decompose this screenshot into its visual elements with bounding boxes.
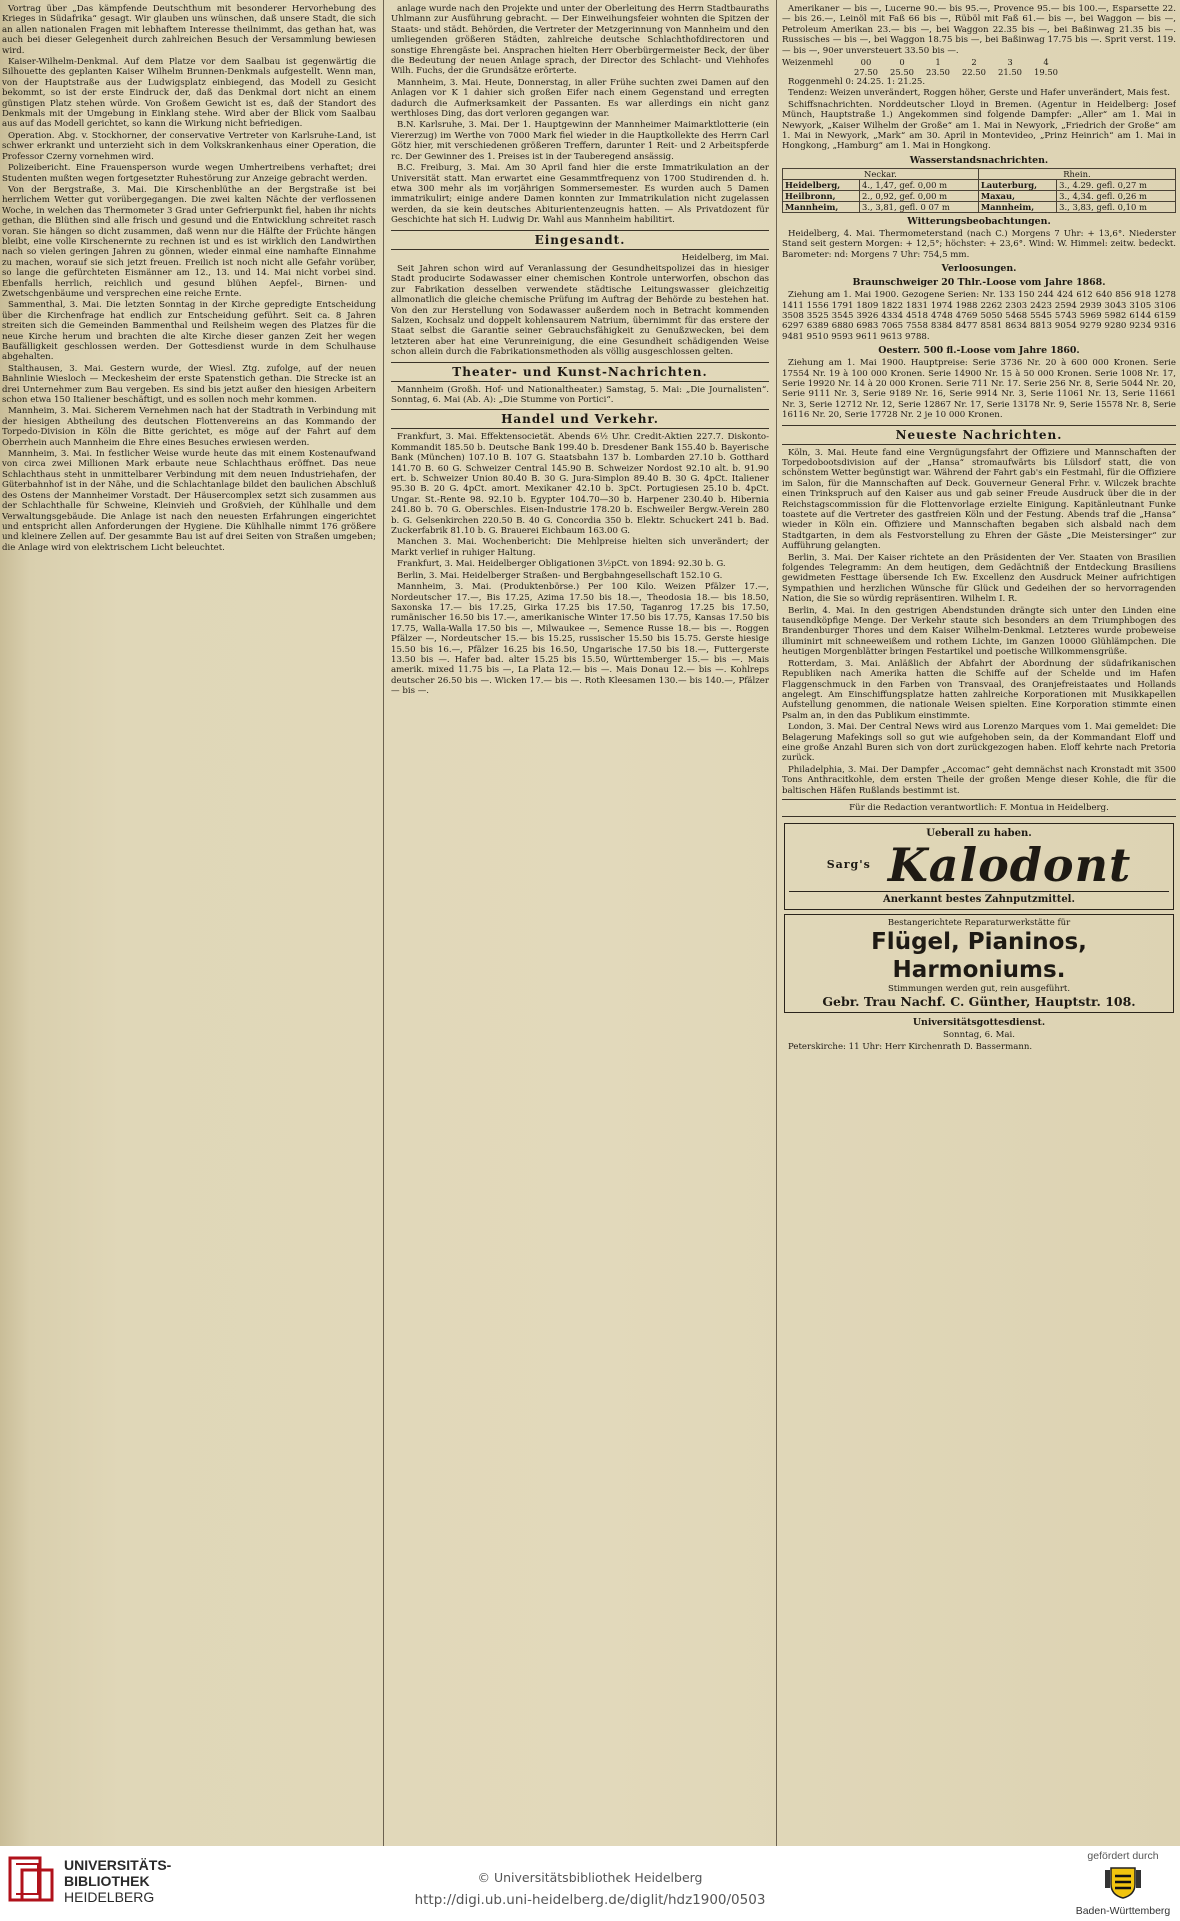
grain-cell: 1 xyxy=(935,57,941,68)
ad-slogan: Anerkannt bestes Zahnputzmittel. xyxy=(789,891,1169,905)
ad-line: Bestangerichtete Reparaturwerkstätte für xyxy=(887,918,1071,929)
ad-tagline: Ueberall zu haben. xyxy=(926,828,1032,840)
article-paragraph: Von der Bergstraße, 3. Mai. Die Kirschenblüthe an der Bergstraße ist bei herrlichem Wetter gut vorübergegangen. Die zwei kalten Nächte der verflossenen Woche, in welchen das Thermometer 3 Grad unter Gefrierpunkt fiel, haben ihr nichts gethan, die Blüthen sind alle frisch und gesund und die Entwicklung schreitet rasch voran. Sie hängen so dicht zusammen, daß wenn nur die Hälfte der Früchte hängen bleibt, eine volle Kirschenernte zu rechnen ist und es ist wirklich den Landwirthen nach so vielen geringen Jahren zu gönnen, wieder einmal eine namhafte Einnahme zu machen, worauf sie sich jetzt freuen. Freilich ist noch nicht alle Gefahr vorüber, so lange die gefürchteten Eismänner am 12., 13. und 14. Mai nicht vorbei sind. Ebenfalls herrlich, reichlich und gesund blühen Aepfel-, Birnen- und Zwetschgenbäume und versprechen eine reiche Ernte. xyxy=(2,184,376,299)
table-cell: Maxau, xyxy=(978,190,1056,201)
piano-advertisement xyxy=(784,914,1174,1013)
grain-cell: 21.50 xyxy=(998,67,1022,78)
sponsor-block xyxy=(1068,1850,1178,1917)
divider xyxy=(782,816,1176,817)
sponsor-state: Baden-Württemberg xyxy=(1075,1905,1171,1917)
table-cell: 3., 3,83, gefl. 0,10 m xyxy=(1057,201,1176,212)
grain-cell: Weizenmehl xyxy=(782,57,834,68)
section-heading-handel: Handel und Verkehr. xyxy=(391,409,769,429)
flour-price-values xyxy=(782,67,1176,77)
article-paragraph: Mannheim, 3. Mai. Sicherem Vernehmen nach hat der Stadtrath in Verbindung mit der hiesigen Abtheilung des deutschen Flottenvereins an das Kommando der Torpedo-Division in Köln die Bitte gerichtet, es möge auf der Fahrt auf dem Oberrhein auch Mannheim die Ehre eines Besuches erwiesen werden. xyxy=(2,406,376,448)
dateline: Heidelberg, im Mai. xyxy=(681,252,769,263)
editor-note: Für die Redaction verantwortlich: F. Montua in Heidelberg. xyxy=(849,802,1109,813)
grain-cell: 22.50 xyxy=(962,67,986,78)
article-paragraph: Seit Jahren schon wird auf Veranlassung der Gesundheitspolizei das in hiesiger Stadt producirte Sodawasser einer chemischen Kontrole unterworfen, obschon das zur Fabrikation desselben verwendete städtische Leitungswasser gleichzeitig allmonatlich die gleiche chemische Prüfung im Auftrag der Behörde zu bestehen hat. Von den zur Herstellung von Sodawasser außerdem noch in Betracht kommenden Salzen, Kochsalz und doppelt kohlensaurem Natrium, übernimmt für das erstere der Staat selbst die Garantie seiner Gebrauchsfähigkeit zu Genußzwecken, bei dem letzteren aber hat eine Verunreinigung, die eine Gesundheit schädigenden Weise schon allein durch die Fabrikationsmethoden als völlig ausgeschlossen gelten. xyxy=(391,263,769,358)
news-paragraph: London, 3. Mai. Der Central News wird aus Lorenzo Marques vom 1. Mai gemeldet: Die Belagerung Mafekings soll so gut wie aufgehoben sein, da der Kommandant Eloff und eine große Anzahl Buren sich von dort zurückgezogen haben. Eloff kehrte nach Pretoria zurück. xyxy=(782,722,1176,764)
table-cell: Heilbronn, xyxy=(783,190,860,201)
copyright-notice: © Universitätsbibliothek Heidelberg xyxy=(477,1870,703,1885)
grain-cell: 23.50 xyxy=(926,67,950,78)
table-cell: 4., 1,47, gef. 0,00 m xyxy=(860,179,979,190)
kalodont-advertisement xyxy=(784,823,1174,910)
market-report: Frankfurt, 3. Mai. Effektensocietät. Abends 6½ Uhr. Credit-Aktien 227.7. Diskonto-Kommandit 185.50 b. Deutsche Bank 199.40 b. Dresdener Bank 155.40 b. Bayerische Bank (München) 107.10 B. 107 G. Staatsbahn 137 b. Lombarden 27.10 b. Gotthard 141.70 B. 60 G. Schweizer Central 145.90 B. Schweizer Nordost 92.10 alt. b. 91.90 ert. b. Schweizer Union 80.40 B. 30 G. Jura-Simplon 89.40 B. 30 G. 4pCt. Italiener 95.30 B. 20 G. 4pCt. amort. Mexikaner 42.10 b. 3pCt. Portugiesen 25.10 b. 4pCt. Ungar. St.-Rente 98. 92.10 b. Egypter 104.70—30 b. Harpener 230.40 b. Hibernia 241.80 b. 70 G. Oberschles. Eisen-Industrie 178.20 b. Eschweiler Bergw.-Verein 280 b. G. Gelsenkirchen 220.50 B. 40 G. Concordia 350 b. Elektr. Schuckert 241 b. Bad. Zuckerfabrik 81.10 b. G. Brauerei Eichbaum 163.00 G. xyxy=(391,432,769,537)
article-paragraph: Sammenthal, 3. Mai. Die letzten Sonntag in der Kirche gepredigte Entscheidung über die Kirchenfrage hat endlich zur Entscheidung geführt. Seit ca. 8 Jahren streiten sich die Gemeinden Bammenthal und Reilsheim wegen des Platzes für die neue Kirche herum und brachten die alte Kirche dieser ganzen Zeit her wegen Baufälligkeit geschlossen werden. Der Gottesdienst wurde in dem Schulhause abgehalten. xyxy=(2,300,376,363)
market-report: Mannheim, 3. Mai. (Produktenbörse.) Per 100 Kilo. Weizen Pfälzer 17.—, Nordeutscher 17.—, Bis 17.25, Azima 17.50 bis 18.—, Theodosia 18.— bis 18.50, Saxonska 17.— bis 17.25, Girka 17.25 bis 17.50, Taganrog 17.25 bis 17.50, rumänischer 16.50 bis 17.—, amerikanische Winter 17.50 bis 17.75, Kansas 17.50 bis 17.75, Walla-Walla 17.50 bis —, Milwaukee —, Semence Russe 18.— bis —. Roggen Pfälzer —, Nordeutscher 15.— bis 15.25, russischer 15.50 bis 15.75. Gerste hiesige 15.50 bis 16.—, Pfälzer 16.25 bis 16.50, Ungarische 17.50 bis 18.—, Futtergerste 13.50 bis —. Hafer bad. alter 15.25 bis 15.50, Württemberger 15.— bis —. Mais amerik. mixed 11.75 bis —, La Plata 12.— bis —. Mais Donau 12.— bis —. Kohlreps deutscher 26.50 bis —. Wicken 17.— bis —. Roth Kleesamen 130.— bis 140.—, Pfälzer — bis —. xyxy=(391,582,769,697)
column-left xyxy=(2,4,376,1844)
column-rule xyxy=(776,0,777,1846)
market-report: Frankfurt, 3. Mai. Heidelberger Obligationen 3½pCt. von 1894: 92.30 b. G. xyxy=(397,559,726,570)
article-paragraph: Mannheim, 3. Mai. In festlicher Weise wurde heute das mit einem Kostenaufwand von circa zwei Millionen Mark erbaute neue Schlachthaus eröffnet. Das neue Schlachthaus steht in unmittelbarer Verbindung mit dem neuen Industriehafen, der Güterbahnhof ist in der Nähe, und die Schlachtanlage bildet den baulichen Abschluß des Ostens der Mannheimer Vorstadt. Der Häusercomplex setzt sich zusammen aus der Schlachthalle für Schweine, Kleinvieh und Großvieh, der Kühlhalle und dem Verwaltungsgebäude. Die Anlage ist nach den neuesten Erfahrungen eingerichtet und entspricht allen Anforderungen der Hygiene. Die Kühlhalle nimmt 176 größere und kleinere Zellen auf. Der gesammte Bau ist auf drei Seiten von Straßen umgeben; die Anlage wird von elektrischem Licht beleuchtet. xyxy=(2,449,376,553)
grain-cell: 00 xyxy=(860,57,872,68)
table-row xyxy=(783,179,1176,190)
library-name-line: UNIVERSITÄTS- xyxy=(64,1857,172,1873)
lottery-heading: Verloosungen. xyxy=(941,263,1017,275)
section-heading-eingesandt: Eingesandt. xyxy=(391,230,769,250)
news-paragraph: Berlin, 3. Mai. Der Kaiser richtete an den Präsidenten der Ver. Staaten von Brasilien folgendes Telegramm: An dem heutigen, dem Gedächtniß der Entdeckung Brasiliens gewidmeten Festtage übersende Ich Ew. Excellenz den Ausdruck Meiner aufrichtigen Sympathien und herzlichen Wünsche für Glück und Gedeihen der so hervorragenden Nation, die Sie so würdig repräsentiren. Wilhelm I. R. xyxy=(782,552,1176,605)
article-paragraph: Mannheim (Großh. Hof- und Nationaltheater.) Samstag, 5. Mai: „Die Journalisten“. Sonntag, 6. Mai (Ab. A): „Die Stumme von Portici“. xyxy=(391,384,769,405)
lottery-subheading: Braunschweiger 20 Thlr.-Loose vom Jahre 1868. xyxy=(852,277,1106,289)
ad-headline: Flügel, Pianinos, Harmoniums. xyxy=(871,929,1087,984)
ad-brand-prefix: Sarg's xyxy=(826,858,871,872)
library-name-line: HEIDELBERG xyxy=(64,1889,155,1905)
table-cell: 3., 4.29. gefl. 0,27 m xyxy=(1057,179,1176,190)
table-cell: Mannheim, xyxy=(978,201,1056,212)
lottery-subheading: Oesterr. 500 fl.-Loose vom Jahre 1860. xyxy=(878,345,1080,357)
article-paragraph: Vortrag über „Das kämpfende Deutschthum mit besonderer Hervorhebung des Krieges in Südafrika“ gesagt. Wir glauben uns wünschen, daß unsere Stadt, die sich an allen nationalen Fragen mit lebhaftem Interesse theilnimmt, das gethan hat, was auch bei dieser Gelegenheit durch zahlreichen Besuch der Versammlung bewiesen wird. xyxy=(2,4,376,56)
article-paragraph: Operation. Abg. v. Stockhorner, der conservative Vertreter von Karlsruhe-Land, ist schwer erkrankt und unterzieht sich in dem Volkskrankenhaus einer Operation, die Professor Czerny vornehmen wird. xyxy=(2,130,376,162)
section-heading-neueste: Neueste Nachrichten. xyxy=(782,425,1176,445)
article-paragraph: Kaiser-Wilhelm-Denkmal. Auf dem Platze vor dem Saalbau ist gegenwärtig die Silhouette des geplanten Kaiser Wilhelm Brunnen-Denkmals aufgestellt. Wenn man, von der Hauptstraße aus der Ludwigsplatz einbiegend, das Modell zu Gesicht bekommt, so ist der erste Eindruck der, daß das Denkmal dort nicht an einem günstigen Platz stehen würde. Von Großem Gewicht ist es, daß der Standort des Denkmals mit der Umgebung in Einklang stehe. Wird aber der Blick vom Saalbau aus auf das Modell gerichtet, so kann die Wirkung nicht befriedigen. xyxy=(2,57,376,130)
service-text: Peterskirche: 11 Uhr: Herr Kirchenrath D. Bassermann. xyxy=(788,1041,1033,1052)
viewer-footer xyxy=(0,1846,1180,1921)
market-report: Berlin, 3. Mai. Heidelberger Straßen- und Bergbahngesellschaft 152.10 G. xyxy=(397,570,723,581)
article-paragraph: anlage wurde nach den Projekte und unter der Oberleitung des Herrn Stadtbauraths Uhlmann zur Ausführung gebracht. — Der Einweihungsfeier wohnten die Spitzen der Staats- und städt. Behörden, die Vertreter der Metzgerinnung von Mannheim und den umliegenden größeren Städten, zahlreiche deutsche Schlachthofdirectoren und sonstige Ehrengäste bei. Ansprachen hielten Herr Oberbürgermeister Beck, der über die Bedeutung der neuen Anlage sprach, der Director des Schlacht- und Viehhofes Wilh. Fuchs, der die Grundsätze erörterte. xyxy=(391,4,769,77)
lottery-results: Ziehung am 1. Mai 1900. Gezogene Serien: Nr. 133 150 244 424 612 640 856 918 1278 1411 1556 1791 1809 1822 1831 1974 1988 2262 2303 2423 2594 2939 3043 3105 3106 3508 3525 3545 3926 4334 4518 4748 4769 5050 5468 5545 5743 5969 5982 6144 6159 6297 6389 6880 6983 7065 7558 8384 8477 8581 8634 8813 9054 9279 9280 9234 9316 9481 9510 9593 9611 9613 9788. xyxy=(782,290,1176,342)
market-report: Manchen 3. Mai. Wochenbericht: Die Mehlpreise hielten sich unverändert; der Markt verlief in ruhiger Haltung. xyxy=(391,537,769,558)
column-middle xyxy=(391,4,769,1844)
table-header: Neckar. xyxy=(783,168,979,179)
article-paragraph: B.N. Karlsruhe, 3. Mai. Der 1. Hauptgewinn der Mannheimer Maimarktlotterie (ein Viererzug) im Werthe von 7000 Mark fiel wieder in die Hauptkollekte des Herrn Carl Götz hier, mit verschiedenen größeren Treffern, darunter 1 Reit- und 2 Arbeitspferde rc. Der Gewinner des 1. Preises ist in der Tauberegend ansässig. xyxy=(391,120,769,162)
table-cell: Mannheim, xyxy=(783,201,860,212)
grain-cell: 3 xyxy=(1007,57,1013,68)
table-cell: Lauterburg, xyxy=(978,179,1056,190)
section-heading-theater: Theater- und Kunst-Nachrichten. xyxy=(391,362,769,382)
ad-brand-name: Kalodont xyxy=(887,838,1132,893)
column-rule xyxy=(383,0,384,1846)
grain-cell: 25.50 xyxy=(890,67,914,78)
article-paragraph: Mannheim, 3. Mai. Heute, Donnerstag, in aller Frühe suchten zwei Damen auf den Anlagen vor K 1 dahier sich großen Eifer nach einem Gegenstand und erregten dadurch die Aufmerksamkeit der Passanten. Es war allerdings ein nicht ganz werthloses Ding, das dort verloren gegangen war. xyxy=(391,77,769,120)
weather-report: Heidelberg, 4. Mai. Thermometerstand (nach C.) Morgens 7 Uhr: + 13,6°. Niederster Stand seit gestern Morgen: + 12,5°; höchster: + 23,6°. Wind: W. Himmel: zeitw. bedeckt. Barometer: nd: Morgens 7 Uhr: 754,5 mm. xyxy=(782,228,1176,260)
market-report: Amerikaner — bis —, Lucerne 90.— bis 95.—, Provence 95.— bis 100.—, Esparsette 22.— bis 26.—, Leinöl mit Faß 66 bis —, Rüböl mit Faß 61.— bis —, bei Waggon — bis —, Petroleum Amerikan 23.— bis —, bei Waggon 22.35 bis —, bei Baßinwag 21.35 bis —. Russisches — bis —, bei Waggon 18.75 bis —, bei Baßinwag 17.75 bis —. Sprit verst. 119.— bis —, 90er unversteuert 33.50 bis —. xyxy=(782,4,1176,56)
grain-cell: 2 xyxy=(971,57,977,68)
table-row xyxy=(783,201,1176,212)
grain-cell: 4 xyxy=(1043,57,1049,68)
table-cell: Heidelberg, xyxy=(783,179,860,190)
weather-heading: Witterungsbeobachtungen. xyxy=(907,215,1051,227)
grain-cell: 19.50 xyxy=(1034,67,1058,78)
ad-brand xyxy=(789,839,1169,891)
table-header: Rhein. xyxy=(978,168,1175,179)
flour-price-row xyxy=(782,57,1176,67)
column-right xyxy=(782,4,1176,1844)
news-paragraph: Köln, 3. Mai. Heute fand eine Vergnügungsfahrt der Offiziere und Mannschaften der Torpedobootsdivision auf der „Hansa“ stromaufwärts bis Lülsdorf statt, die von schönstem Wetter begünstigt war. Während der Fahrt gab's ein Festmahl, für die Offiziere im Salon, für die Mannschaften auf Deck. Gouverneur General Frhr. v. Wilczek brachte einen Trinkspruch auf den Kaiser aus und gab seiner Freude Ausdruck über die in der Reichstagscommission für die Flottenvorlage erzielte Einigung. Kapitänleutnant Funke toastete auf die Vertreter des gastfreien Köln und der Festung. Abends traf die „Hansa“ wieder in Köln ein. Offiziere und Mannschaften begaben sich alsbald nach dem Stadtgarten, in dem als Festvorstellung zu Ehren der Gäste „Die Meistersinger“ zur Aufführung gelangten. xyxy=(782,447,1176,552)
article-paragraph: Stalthausen, 3. Mai. Gestern wurde, der Wiesl. Ztg. zufolge, auf der neuen Bahnlinie Wiesloch — Meckesheim der erste Spatenstich gethan. Die Strecke ist an drei Unternehmer zum Bau vergeben. Es sind bis jetzt außer den hiesigen Arbeitern schon etwa 150 Italiener beschäftigt, und es sollen noch mehr kommen. xyxy=(2,363,376,406)
article-paragraph: Polizeibericht. Eine Frauensperson wurde wegen Umhertreibens verhaftet; drei Studenten mußten wegen fortgesetzter Ruhestörung zur Anzeige gebracht werden. xyxy=(2,163,376,184)
lottery-results: Ziehung am 1. Mai 1900. Hauptpreise: Serie 3736 Nr. 20 à 600 000 Kronen. Serie 17554 Nr. 19 à 100 000 Kronen. Serie 14900 Nr. 15 à 50 000 Kronen. Serie 1008 Nr. 17, Serie 19920 Nr. 14 à 20 000 Kronen. Serie 711 Nr. 17. Serie 256 Nr. 8, Serie 5044 Nr. 20, Serie 9111 Nr. 3, Serie 9189 Nr. 16, Serie 9914 Nr. 3, Serie 11061 Nr. 13, Serie 11661 Nr. 3, Serie 12712 Nr. 12, Serie 12867 Nr. 17, Serie 13178 Nr. 9, Serie 15578 Nr. 8, Serie 16116 Nr. 20, Serie 17728 Nr. 2 je 10 000 Kronen. xyxy=(782,358,1176,421)
water-level-heading: Wasserstandsnachrichten. xyxy=(909,154,1049,166)
grain-cell: 0 xyxy=(899,57,905,68)
news-paragraph: Philadelphia, 3. Mai. Der Dampfer „Accomac“ geht demnächst nach Kronstadt mit 3500 Tons Anthracitkohle, dem ersten Theile der großen Menge dieser Kohle, die für die baltischen Häfen Rußlands bestimmt ist. xyxy=(782,764,1176,796)
water-level-table xyxy=(782,168,1176,213)
table-cell: 3., 3,81, gefl. 0 07 m xyxy=(860,201,979,212)
divider xyxy=(782,799,1176,800)
service-heading: Universitätsgottesdienst. xyxy=(912,1017,1046,1029)
ad-address: Gebr. Trau Nachf. C. Günther, Hauptstr. 108. xyxy=(822,994,1136,1010)
article-paragraph: B.C. Freiburg, 3. Mai. Am 30 April fand hier die erste Immatrikulation an der Universität statt. Man erwartet eine Gesammtfrequenz von 1700 Studirenden d. h. etwa 300 mehr als im vorjährigen Sommersemester. Es wurden auch 5 Damen immatrikulirt; einige andere Damen konnten zur Immatrikulation nicht zugelassen werden, da sie kein deutsches Abiturientenzeugnis hatten. — Als Privatdozent für Geschichte hat sich H. Ludwig Dr. Wahl aus Mannheim habilitirt. xyxy=(391,163,769,226)
market-report: Tendenz: Weizen unverändert, Roggen höher, Gerste und Hafer unverändert, Mais fest. xyxy=(788,88,1170,99)
library-name-line: BIBLIOTHEK xyxy=(64,1873,150,1889)
table-cell: 2., 0,92, gef. 0,00 m xyxy=(860,190,979,201)
news-paragraph: Rotterdam, 3. Mai. Anläßlich der Abfahrt der Abordnung der südafrikanischen Republiken nach Amerika hatten die Schiffe auf der Schelde und im Hafen Flaggenschmuck in den Farben von Transvaal, des Oranjefreistaates und Hollands angelegt. Am Einschiffungsplatze hatten zahlreiche Korporationen mit Musikkapellen Aufstellung genommen, die nationale Weisen spielten. Eine Korporation stimmte einen Psalm an, in den das Publikum einstimmte. xyxy=(782,658,1176,721)
shipping-news: Schiffsnachrichten. Norddeutscher Lloyd in Bremen. (Agentur in Heidelberg: Josef Münch, Hauptstraße 1.) Angekommen sind folgende Dampfer: „Aller“ am 1. Mai in Newyork, „Kaiser Wilhelm der Große“ am 1. Mai in Newyork, „Friedrich der Große“ am 1. Mai in Newyork, „Mark“ am 30. April in Montevideo, „Prinz Heinrich“ am 1. Mai in Hongkong, „Hamburg“ am 1. Mai in Hongkong. xyxy=(782,99,1176,152)
news-paragraph: Berlin, 4. Mai. In den gestrigen Abendstunden drängte sich unter den Linden eine tausendköpfige Menge. Der Verkehr staute sich besonders an dem Triumphbogen des Brandenburger Thores und dem Kaiser Wilhelm-Denkmal. Letzteres wurde probeweise illuminirt mit schneeweißem und rothem Lichte, im Ganzen 10000 Glühlämpchen. Die heutigen Morgenblätter bringen Festartikel und poetische Willkommensgrüße. xyxy=(782,605,1176,658)
permalink[interactable]: http://digi.ub.uni-heidelberg.de/diglit/hdz1900/0503 xyxy=(414,1892,766,1908)
sponsor-caption: gefördert durch xyxy=(1087,1850,1159,1862)
table-cell: 3., 4,34. gefl. 0,26 m xyxy=(1057,190,1176,201)
table-row xyxy=(783,190,1176,201)
grain-cell: 27.50 xyxy=(854,67,878,78)
ad-line: Stimmungen werden gut, rein ausgeführt. xyxy=(887,984,1071,995)
service-date: Sonntag, 6. Mai. xyxy=(942,1030,1015,1041)
market-report: Roggenmehl 0: 24.25. 1: 21.25. xyxy=(788,77,926,88)
coat-of-arms-icon xyxy=(1103,1864,1143,1900)
